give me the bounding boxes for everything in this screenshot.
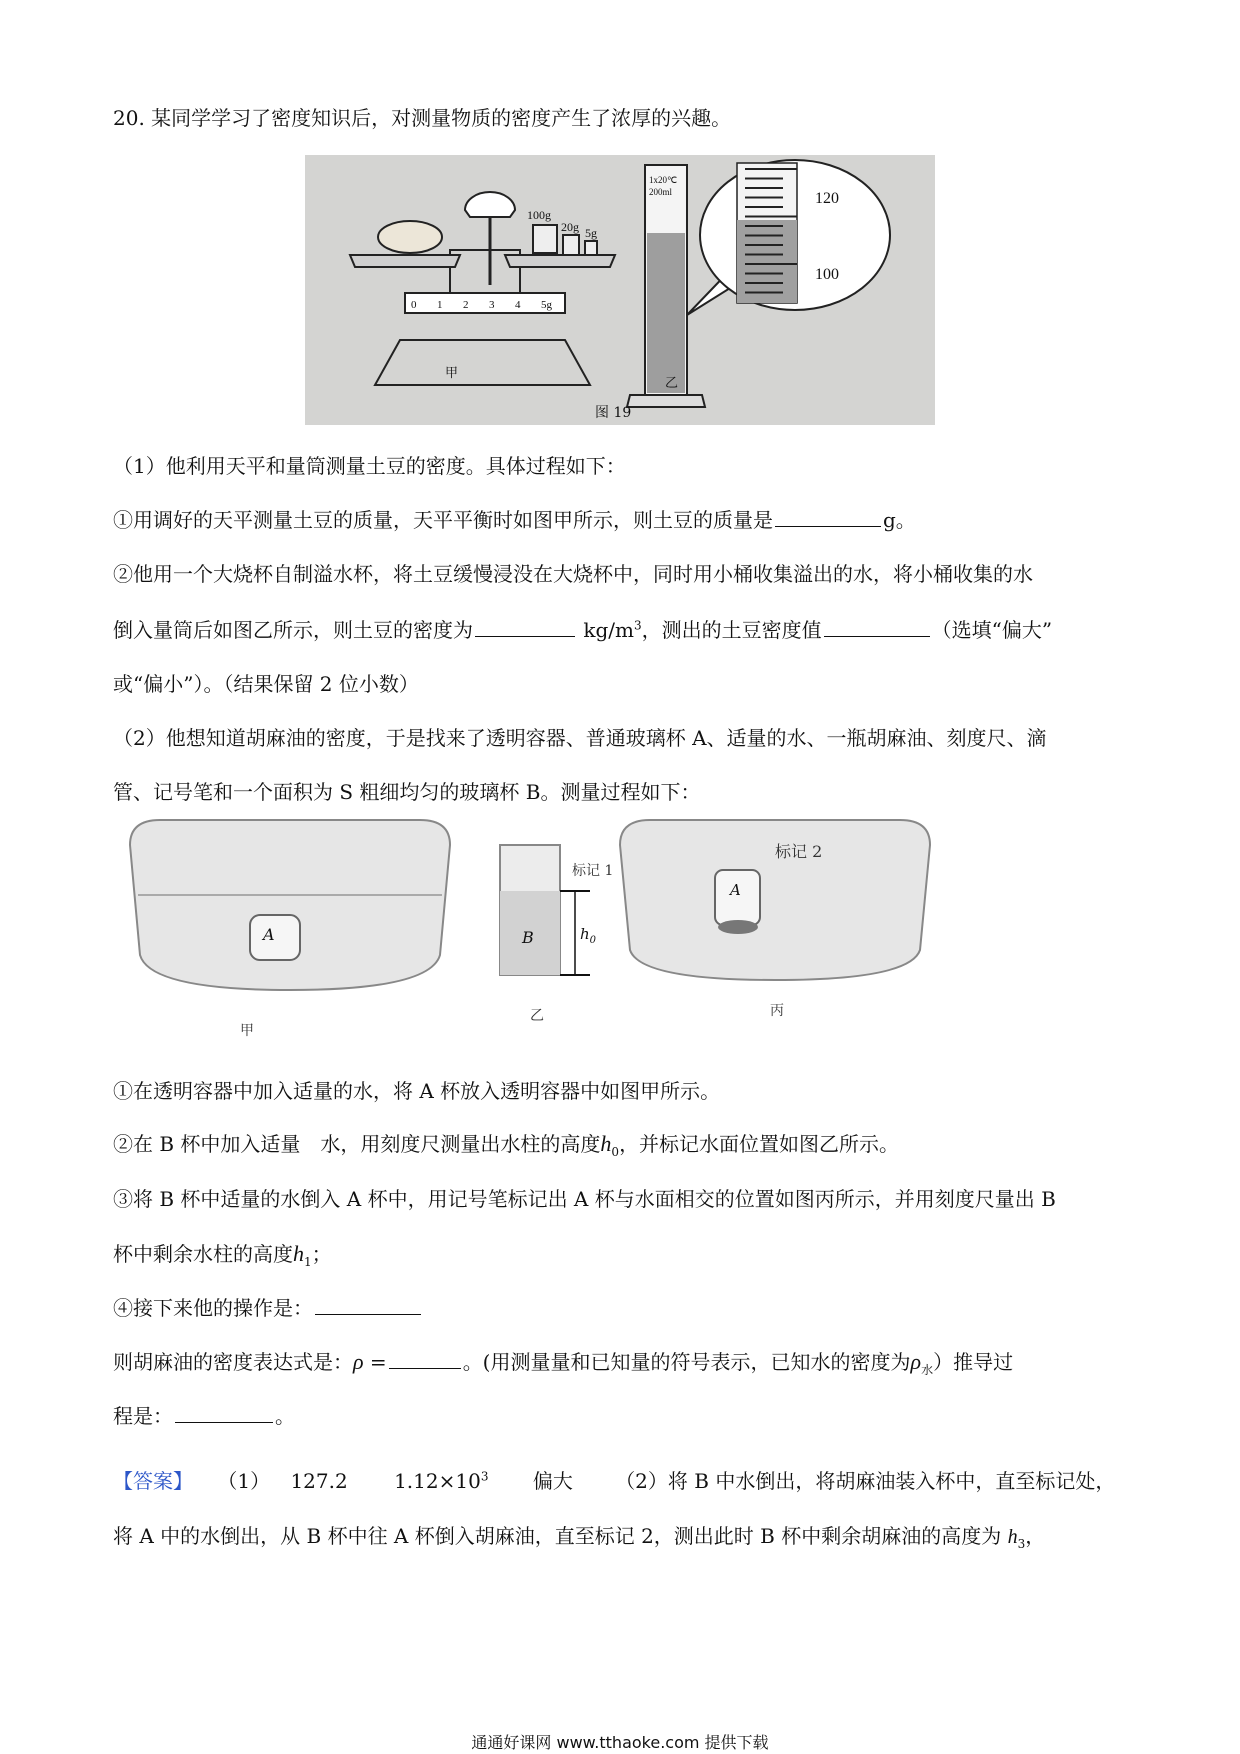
density-unit: kg/m xyxy=(583,618,634,642)
photo-label-yi: 乙 xyxy=(530,1008,544,1024)
zoom-water xyxy=(737,220,797,303)
part2-step4-text: ④接下来他的操作是： xyxy=(113,1296,313,1320)
derive-text-a: 程是： xyxy=(113,1404,173,1428)
derive-line xyxy=(113,1400,295,1429)
h1-variable: h xyxy=(293,1241,304,1266)
container-jia xyxy=(130,820,450,990)
photo-cup-a-bing: A xyxy=(730,881,741,899)
h1-subscript: 1 xyxy=(304,1255,312,1269)
scale-tick-0: 0 xyxy=(411,299,417,311)
answer-line2 xyxy=(113,1520,1045,1551)
density-answer-blank[interactable] xyxy=(475,618,575,637)
part1-step2-line3: 或“偏小”）。（结果保留 2 位小数） xyxy=(113,672,419,696)
part1-step1 xyxy=(113,504,916,533)
zoom-mark-120: 120 xyxy=(815,190,839,207)
zoom-mark-100: 100 xyxy=(815,266,839,283)
figure19-label-jia: 甲 xyxy=(445,366,459,381)
part2-step3-line1: ③将 B 杯中适量的水倒入 A 杯中，用记号笔标记出 A 杯与水面相交的位置如图丙所示，并用刻度尺量出 B xyxy=(113,1187,1056,1211)
weight-label-100g: 100g xyxy=(527,208,551,222)
part1-step2-text-b: ，测出的土豆密度值 xyxy=(641,618,822,642)
figure19-caption: 图 19 xyxy=(595,405,632,421)
answer-p2: （2）将 B 中水倒出，将胡麻油装入杯中，直至标记处， xyxy=(615,1469,1116,1493)
answer-line2-end: ， xyxy=(1025,1524,1046,1548)
figure19-label-yi: 乙 xyxy=(665,376,679,391)
formula-text-c: ）推导过 xyxy=(933,1350,1014,1374)
photo-label-jia: 甲 xyxy=(240,1023,254,1039)
part2-step3-line2 xyxy=(113,1238,332,1269)
scale-tick-1: 1 xyxy=(437,299,443,311)
part2-step2 xyxy=(113,1128,899,1159)
h3-subscript: 3 xyxy=(1017,1537,1026,1551)
answer-p1: （1） xyxy=(217,1469,271,1493)
photo-mark1: 标记 1 xyxy=(572,863,614,879)
part2-intro-line2: 管、记号笔和一个面积为 S 粗细均匀的玻璃杯 B。测量过程如下： xyxy=(113,780,701,804)
formula-text-b: 。(用测量量和已知量的符号表示，已知水的密度为 xyxy=(462,1350,911,1374)
formula-equals: = xyxy=(363,1350,387,1374)
density-unit-exponent: 3 xyxy=(633,618,642,633)
cylinder-water xyxy=(647,233,685,393)
operation-answer-blank[interactable] xyxy=(315,1296,421,1315)
rho-symbol: ρ xyxy=(353,1349,364,1374)
h3-variable: h xyxy=(1007,1526,1018,1548)
derive-text-b: 。 xyxy=(275,1404,295,1428)
mass-answer-blank[interactable] xyxy=(775,508,881,527)
scale-tick-5g: 5g xyxy=(541,299,552,311)
photo-cup-b: B xyxy=(522,928,534,947)
h0-variable: h xyxy=(600,1131,612,1156)
potato xyxy=(378,221,442,253)
part1-step1-unit: g。 xyxy=(883,508,916,532)
photo-row xyxy=(120,815,1000,1045)
answer-mass: 127.2 xyxy=(290,1469,348,1493)
part2-step2-text-b: ，并标记水面位置如图乙所示。 xyxy=(619,1132,900,1156)
part1-step2-text-c: （选填“偏大” xyxy=(931,618,1053,642)
part1-step2-line1: ②他用一个大烧杯自制溢水杯，将土豆缓慢浸没在大烧杯中，同时用小桶收集溢出的水，将小桶收集的水 xyxy=(113,562,1033,586)
scale-tick-2: 2 xyxy=(463,299,469,311)
photo-label-bing: 丙 xyxy=(770,1003,784,1019)
weight-100g xyxy=(533,225,557,253)
part2-step4 xyxy=(113,1292,423,1321)
bias-answer-blank[interactable] xyxy=(824,618,930,637)
rho-water-subscript: 水 xyxy=(921,1363,934,1377)
answer-line2-text: 将 A 中的水倒出，从 B 杯中往 A 杯倒入胡麻油，直至标记 2，测出此时 B 杯中剩余胡麻油的高度为 xyxy=(113,1524,1008,1548)
answer-line1 xyxy=(113,1465,1115,1494)
cylinder-label-top: 1x20℃ xyxy=(649,175,678,185)
formula-answer-blank[interactable] xyxy=(389,1350,461,1369)
weight-label-5g: 5g xyxy=(585,226,597,240)
figure-19 xyxy=(305,155,935,425)
weight-20g xyxy=(563,235,579,255)
question-title: 20. 某同学学习了密度知识后，对测量物质的密度产生了浓厚的兴趣。 xyxy=(113,106,732,130)
cup-a-jia xyxy=(250,915,300,960)
part2-step3-text-b: ； xyxy=(311,1242,332,1266)
part2-step3-text-a: 杯中剩余水柱的高度 xyxy=(113,1242,293,1266)
scale-tick-3: 3 xyxy=(489,299,495,311)
formula-line xyxy=(113,1346,1013,1378)
part1-step1-text: ①用调好的天平测量土豆的质量，天平平衡时如图甲所示，则土豆的质量是 xyxy=(113,508,773,532)
photo-h0: $h_0$ xyxy=(580,925,597,946)
part2-step2-text-a: ②在 B 杯中加入适量 水，用刻度尺测量出水柱的高度 xyxy=(113,1132,601,1156)
part1-intro: （1）他利用天平和量筒测量土豆的密度。具体过程如下： xyxy=(113,454,626,478)
right-pan xyxy=(505,255,615,267)
weight-5g xyxy=(585,241,597,255)
answer-bias: 偏大 xyxy=(532,1469,573,1493)
part2-intro-line1: （2）他想知道胡麻油的密度，于是找来了透明容器、普通玻璃杯 A、适量的水、一瓶胡麻油、刻度尺、滴 xyxy=(113,726,1047,750)
scale-tick-4: 4 xyxy=(515,299,521,311)
cylinder-label-cap: 200ml xyxy=(649,187,673,197)
photo-cup-a-jia: A xyxy=(263,925,275,944)
answer-tag: 【答案】 xyxy=(113,1469,193,1493)
left-pan xyxy=(350,255,460,267)
h0-subscript: 0 xyxy=(611,1145,620,1159)
formula-text-a: 则胡麻油的密度表达式是： xyxy=(113,1350,353,1374)
answer-density-exp: 3 xyxy=(480,1469,489,1484)
part1-step2-text-a: 倒入量筒后如图乙所示，则土豆的密度为 xyxy=(113,618,473,642)
answer-density: 1.12×10 xyxy=(394,1469,481,1493)
derive-answer-blank[interactable] xyxy=(175,1404,273,1423)
part1-step2-line2 xyxy=(113,614,1052,643)
rho-water-symbol: ρ xyxy=(910,1349,922,1374)
part2-step1: ①在透明容器中加入适量的水，将 A 杯放入透明容器中如图甲所示。 xyxy=(113,1079,721,1103)
photo-mark2: 标记 2 xyxy=(775,842,823,861)
page-footer: 通通好课网 www.tthaoke.com 提供下载 xyxy=(471,1733,769,1752)
weight-label-20g: 20g xyxy=(561,220,579,234)
